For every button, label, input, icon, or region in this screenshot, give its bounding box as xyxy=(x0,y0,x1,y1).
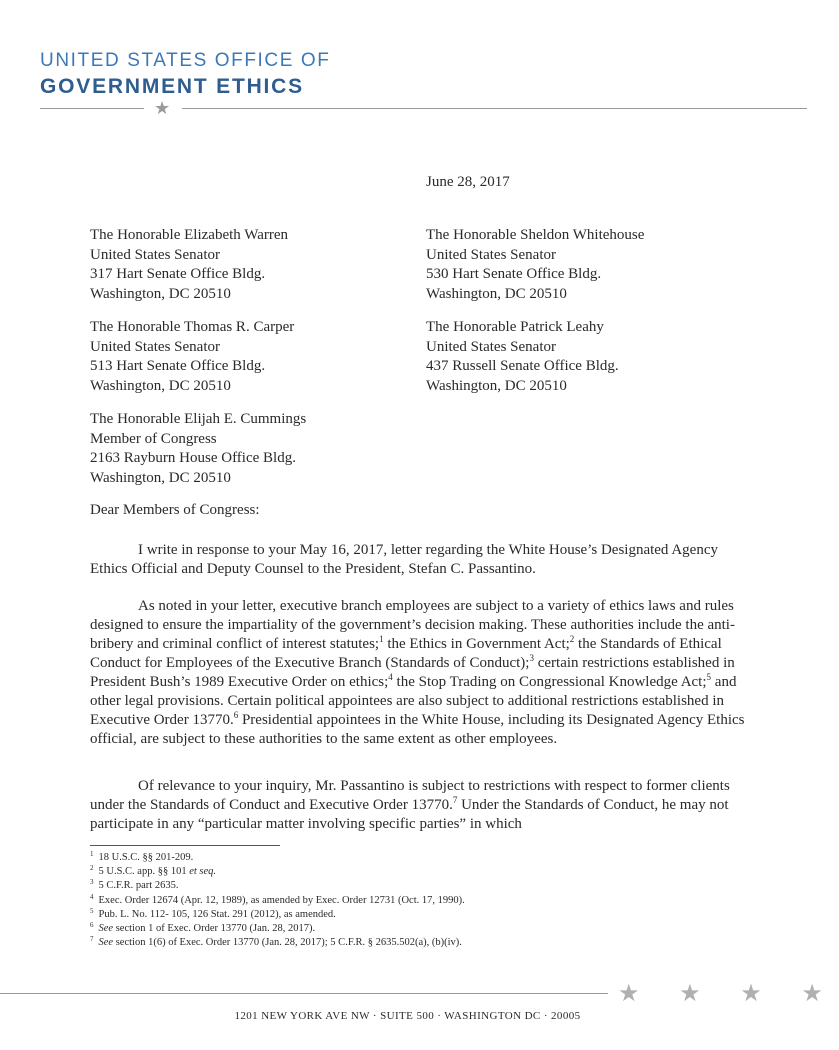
footnote xyxy=(90,908,465,922)
paragraph-2-text: certain restrictions established in President Bush’s 1989 Executive Order on ethics; xyxy=(90,655,735,690)
paragraph-3-text: Of relevance to your inquiry, Mr. Passantino is subject to restrictions with respect to former clients under the Standards of Conduct and Executive Order 13770. xyxy=(90,778,730,813)
footnote xyxy=(90,879,465,893)
footnote-number: 7 xyxy=(90,935,94,944)
footnote-text: 5 C.F.R. part 2635. xyxy=(98,880,179,892)
recipient-city: Washington, DC 20510 xyxy=(90,285,231,302)
recipient-title: United States Senator xyxy=(426,338,556,355)
salutation: Dear Members of Congress: xyxy=(90,502,260,518)
footnote-text: 5 U.S.C. app. §§ 101 xyxy=(98,866,190,878)
recipient-city: Washington, DC 20510 xyxy=(426,377,567,394)
paragraph-2-text: the Ethics in Government Act; xyxy=(383,636,570,652)
footnote-number: 2 xyxy=(90,864,94,873)
recipient-office: 2163 Rayburn House Office Bldg. xyxy=(90,450,296,466)
paragraph-2 xyxy=(90,597,750,749)
recipient-address-leahy xyxy=(426,318,619,396)
footnote-italic: See xyxy=(98,923,114,935)
paragraph-2-text: As noted in your letter, executive branch employees are subject to a variety of ethics laws and rules designed to ensure the impartiality of the government’s decision making. These authorities include the anti-bribery and criminal conflict of interest statutes; xyxy=(90,598,735,652)
recipient-address-warren xyxy=(90,226,288,304)
footnote xyxy=(90,865,465,879)
footnote xyxy=(90,894,465,908)
paragraph-3-text: Under the Standards of Conduct, he may not participate in any “particular matter involving specific parties” in which xyxy=(90,797,729,832)
recipient-name: The Honorable Patrick Leahy xyxy=(426,319,604,335)
recipient-address-carper xyxy=(90,318,294,396)
paragraph-1: I write in response to your May 16, 2017, letter regarding the White House’s Designated Agency Ethics Official and Deputy Counsel to the President, Stefan C. Passantino. xyxy=(90,542,718,577)
footnote-ref: 1 xyxy=(379,634,384,644)
recipient-name: The Honorable Sheldon Whitehouse xyxy=(426,227,645,243)
footnote-text: section 1(6) of Exec. Order 13770 (Jan. 28, 2017); 5 C.F.R. § 2635.502(a), (b)(iv). xyxy=(113,937,462,949)
recipient-name: The Honorable Thomas R. Carper xyxy=(90,319,295,335)
paragraph-2-text: and other legal provisions. Certain political appointees are also subject to additional restrictions established in Executive Order 13770. xyxy=(90,674,737,728)
recipient-title: United States Senator xyxy=(90,246,220,263)
paragraph-2-text: the Standards of Ethical Conduct for Employees of the Executive Branch (Standards of Conduct); xyxy=(90,636,722,671)
footnote-italic: See xyxy=(98,937,114,949)
footnote-text: Exec. Order 12674 (Apr. 12, 1989), as amended by Exec. Order 12731 (Oct. 17, 1990). xyxy=(98,894,465,906)
footnote-number: 4 xyxy=(90,892,94,901)
footnote-text: Pub. L. No. 112- 105, 126 Stat. 291 (2012), as amended. xyxy=(98,908,336,920)
footnote-ref: 3 xyxy=(529,653,534,663)
footnote-text: 18 U.S.C. §§ 201-209. xyxy=(98,852,194,863)
footnote-ref: 5 xyxy=(706,672,712,682)
recipient-office: 530 Hart Senate Office Bldg. xyxy=(426,266,602,282)
recipient-name: The Honorable Elizabeth Warren xyxy=(90,227,289,243)
footnote xyxy=(90,936,465,950)
footnote xyxy=(90,851,465,865)
recipient-office: 317 Hart Senate Office Bldg. xyxy=(90,266,266,282)
paragraph-2-text: the Stop Trading on Congressional Knowledge Act; xyxy=(392,674,707,690)
footnote-ref: 4 xyxy=(388,672,393,682)
recipient-address-whitehouse xyxy=(426,226,644,304)
paragraph-3 xyxy=(90,777,750,834)
recipient-title: Member of Congress xyxy=(90,430,217,447)
letterhead-rule-left xyxy=(40,108,144,109)
recipient-city: Washington, DC 20510 xyxy=(90,469,231,486)
letterhead-rule-right xyxy=(182,108,807,109)
footnote-number: 6 xyxy=(90,921,94,930)
letter-date: June 28, 2017 xyxy=(426,174,510,190)
footnote-number: 5 xyxy=(90,906,94,915)
footer-address: 1201 NEW YORK AVE NW · SUITE 500 · WASHINGTON DC · 20005 xyxy=(234,1010,581,1022)
recipient-name: The Honorable Elijah E. Cummings xyxy=(90,411,307,427)
recipient-city: Washington, DC 20510 xyxy=(90,377,231,394)
recipient-title: United States Senator xyxy=(426,246,556,263)
footnote-ref: 2 xyxy=(569,634,575,644)
paragraph-2-text: Presidential appointees in the White House, including its Designated Agency Ethics official, are subject to these authorities to the same extent as other employees. xyxy=(90,712,745,747)
recipient-office: 437 Russell Senate Office Bldg. xyxy=(426,358,619,374)
agency-name-line-2: GOVERNMENT ETHICS xyxy=(40,75,304,98)
recipient-title: United States Senator xyxy=(90,338,220,355)
recipient-address-cummings xyxy=(90,410,306,488)
footnote-text: section 1 of Exec. Order 13770 (Jan. 28, 2017). xyxy=(113,923,316,935)
letterhead-star-icon: ★ xyxy=(154,98,171,119)
footnotes xyxy=(90,851,465,950)
footer-stars-icon: ★ ★ ★ ★ xyxy=(618,979,839,1007)
agency-name-line-1: UNITED STATES OFFICE OF xyxy=(40,50,331,71)
footnote-separator xyxy=(90,845,280,846)
footnote-ref: 6 xyxy=(233,710,239,720)
footnote xyxy=(90,922,465,936)
footnote-italic: et seq. xyxy=(189,866,217,878)
footnote-number: 1 xyxy=(90,850,94,858)
footnote-ref: 7 xyxy=(452,795,458,805)
recipient-office: 513 Hart Senate Office Bldg. xyxy=(90,358,266,374)
recipient-city: Washington, DC 20510 xyxy=(426,285,567,302)
footnote-number: 3 xyxy=(90,878,94,887)
footer-rule xyxy=(0,993,608,994)
